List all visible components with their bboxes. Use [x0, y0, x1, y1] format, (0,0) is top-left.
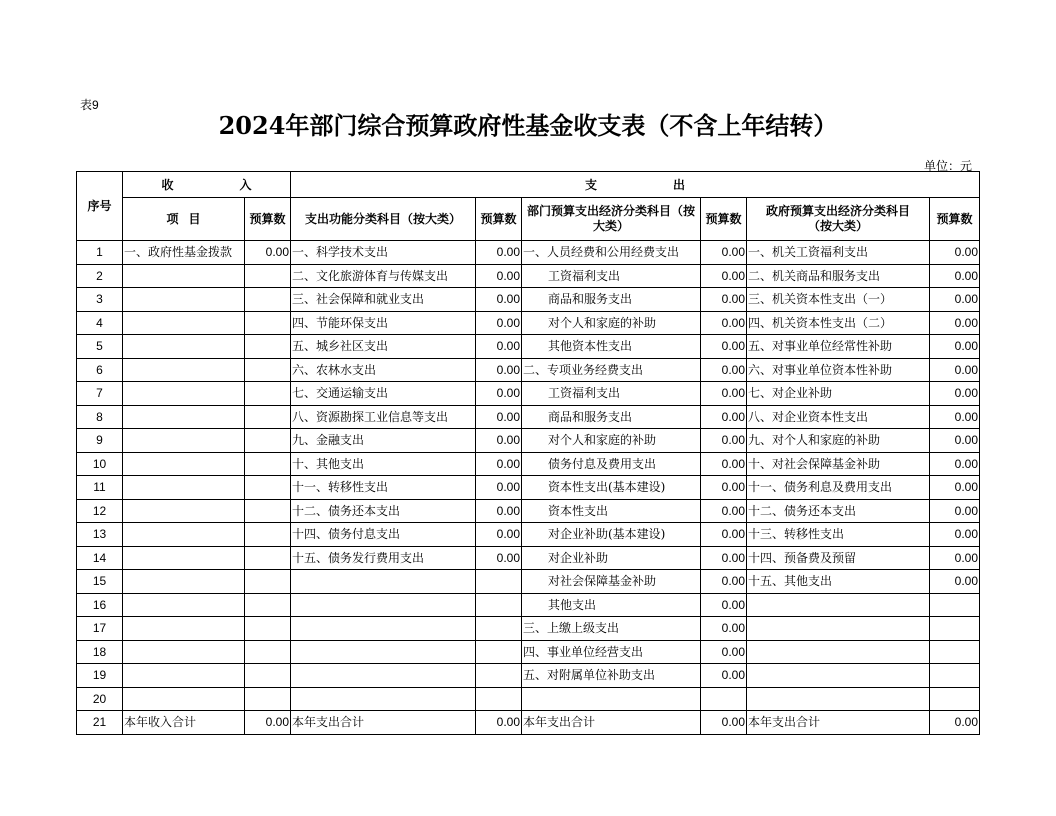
dept-item-cell: 工资福利支出 [522, 264, 701, 288]
income-amount-cell: 0.00 [245, 241, 291, 265]
income-amount-cell [245, 476, 291, 500]
func-item-cell: 一、科学技术支出 [291, 241, 476, 265]
gov-item-cell: 十三、转移性支出 [747, 523, 930, 547]
seq-header: 序号 [77, 172, 123, 241]
seq-cell: 10 [77, 452, 123, 476]
seq-cell: 19 [77, 664, 123, 688]
dept-amount-header: 预算数 [701, 198, 747, 241]
income-amount-cell: 0.00 [245, 711, 291, 735]
income-item-header [123, 198, 245, 241]
dept-amount-cell: 0.00 [701, 358, 747, 382]
income-item-cell [123, 499, 245, 523]
table-row [77, 476, 980, 500]
dept-amount-cell: 0.00 [701, 640, 747, 664]
dept-amount-cell: 0.00 [701, 617, 747, 641]
income-item-cell [123, 452, 245, 476]
document-title: 2024年部门综合预算政府性基金收支表（不含上年结转） [218, 111, 838, 140]
func-item-cell: 四、节能环保支出 [291, 311, 476, 335]
seq-cell: 20 [77, 687, 123, 711]
func-item-cell: 本年支出合计 [291, 711, 476, 735]
income-amount-cell [245, 429, 291, 453]
gov-amount-cell: 0.00 [930, 358, 980, 382]
func-amount-cell [476, 570, 522, 594]
table-row [77, 452, 980, 476]
func-amount-cell: 0.00 [476, 405, 522, 429]
gov-item-cell: 一、机关工资福利支出 [747, 241, 930, 265]
income-item-cell [123, 546, 245, 570]
func-item-cell [291, 593, 476, 617]
income-item-cell [123, 687, 245, 711]
func-item-cell: 七、交通运输支出 [291, 382, 476, 406]
func-amount-cell: 0.00 [476, 452, 522, 476]
gov-item-cell: 本年支出合计 [747, 711, 930, 735]
dept-item-cell: 资本性支出(基本建设) [522, 476, 701, 500]
income-amount-cell [245, 546, 291, 570]
gov-item-cell: 七、对企业补助 [747, 382, 930, 406]
table-row [77, 711, 980, 735]
dept-item-cell: 商品和服务支出 [522, 288, 701, 312]
income-item-cell [123, 288, 245, 312]
func-item-cell: 五、城乡社区支出 [291, 335, 476, 359]
dept-item-cell: 一、人员经费和公用经费支出 [522, 241, 701, 265]
seq-cell: 11 [77, 476, 123, 500]
gov-item-cell: 十五、其他支出 [747, 570, 930, 594]
func-item-cell: 十一、转移性支出 [291, 476, 476, 500]
gov-amount-cell: 0.00 [930, 429, 980, 453]
dept-item-label: 部门预算支出经济分类科目（按大类） [526, 204, 695, 233]
table-row [77, 687, 980, 711]
table-row [77, 499, 980, 523]
gov-item-cell: 九、对个人和家庭的补助 [747, 429, 930, 453]
income-amount-cell [245, 499, 291, 523]
func-amount-cell: 0.00 [476, 499, 522, 523]
dept-item-cell: 其他支出 [522, 593, 701, 617]
income-amount-cell [245, 687, 291, 711]
table-row [77, 546, 980, 570]
func-amount-cell: 0.00 [476, 288, 522, 312]
table-row [77, 593, 980, 617]
dept-item-cell [522, 687, 701, 711]
income-amount-cell [245, 288, 291, 312]
func-amount-cell [476, 640, 522, 664]
income-amount-cell [245, 264, 291, 288]
func-item-cell: 八、资源勘探工业信息等支出 [291, 405, 476, 429]
table-row [77, 335, 980, 359]
dept-item-cell: 三、上缴上级支出 [522, 617, 701, 641]
gov-item-cell [747, 687, 930, 711]
func-item-cell: 十四、债务付息支出 [291, 523, 476, 547]
seq-cell: 9 [77, 429, 123, 453]
dept-amount-cell: 0.00 [701, 523, 747, 547]
gov-amount-cell [930, 664, 980, 688]
func-amount-cell [476, 617, 522, 641]
income-amount-cell [245, 405, 291, 429]
gov-item-cell: 十一、债务利息及费用支出 [747, 476, 930, 500]
table-header [77, 172, 980, 241]
dept-item-cell: 工资福利支出 [522, 382, 701, 406]
gov-item-cell: 二、机关商品和服务支出 [747, 264, 930, 288]
gov-item-label: 政府预算支出经济分类科目（按大类） [765, 204, 910, 233]
seq-cell: 7 [77, 382, 123, 406]
seq-cell: 1 [77, 241, 123, 265]
table-row [77, 358, 980, 382]
gov-amount-cell: 0.00 [930, 570, 980, 594]
budget-table [76, 171, 980, 735]
dept-item-cell: 对企业补助 [522, 546, 701, 570]
seq-cell: 8 [77, 405, 123, 429]
income-amount-cell [245, 523, 291, 547]
income-amount-cell [245, 593, 291, 617]
func-item-header: 支出功能分类科目（按大类） [291, 198, 476, 241]
table-body [77, 241, 980, 735]
gov-item-cell: 六、对事业单位资本性补助 [747, 358, 930, 382]
dept-item-cell: 对社会保障基金补助 [522, 570, 701, 594]
dept-amount-cell: 0.00 [701, 335, 747, 359]
func-amount-cell: 0.00 [476, 241, 522, 265]
dept-amount-cell: 0.00 [701, 711, 747, 735]
income-item-cell [123, 264, 245, 288]
dept-amount-cell: 0.00 [701, 264, 747, 288]
income-item-cell [123, 617, 245, 641]
dept-amount-cell: 0.00 [701, 499, 747, 523]
dept-amount-cell: 0.00 [701, 405, 747, 429]
income-item-cell [123, 593, 245, 617]
func-item-cell [291, 570, 476, 594]
dept-amount-cell: 0.00 [701, 664, 747, 688]
table-row [77, 617, 980, 641]
income-item-cell [123, 382, 245, 406]
func-item-cell [291, 664, 476, 688]
gov-item-cell: 十、对社会保障基金补助 [747, 452, 930, 476]
gov-item-cell [747, 593, 930, 617]
dept-amount-cell: 0.00 [701, 593, 747, 617]
expense-group-label: 支出 [585, 177, 685, 192]
func-amount-cell: 0.00 [476, 382, 522, 406]
gov-amount-cell [930, 640, 980, 664]
gov-amount-header: 预算数 [930, 198, 980, 241]
dept-amount-cell: 0.00 [701, 452, 747, 476]
gov-amount-cell [930, 687, 980, 711]
func-amount-cell [476, 664, 522, 688]
gov-amount-cell: 0.00 [930, 476, 980, 500]
gov-item-cell: 十二、债务还本支出 [747, 499, 930, 523]
gov-amount-cell: 0.00 [930, 382, 980, 406]
func-item-cell: 二、文化旅游体育与传媒支出 [291, 264, 476, 288]
func-amount-cell: 0.00 [476, 711, 522, 735]
seq-cell: 21 [77, 711, 123, 735]
table-row [77, 405, 980, 429]
income-amount-header: 预算数 [245, 198, 291, 241]
dept-item-cell: 商品和服务支出 [522, 405, 701, 429]
seq-cell: 15 [77, 570, 123, 594]
func-amount-cell [476, 593, 522, 617]
dept-item-cell: 五、对附属单位补助支出 [522, 664, 701, 688]
seq-cell: 4 [77, 311, 123, 335]
func-amount-cell: 0.00 [476, 523, 522, 547]
seq-cell: 3 [77, 288, 123, 312]
dept-amount-cell: 0.00 [701, 570, 747, 594]
income-amount-cell [245, 335, 291, 359]
dept-item-cell: 四、事业单位经营支出 [522, 640, 701, 664]
gov-amount-cell: 0.00 [930, 241, 980, 265]
func-item-cell: 三、社会保障和就业支出 [291, 288, 476, 312]
seq-cell: 14 [77, 546, 123, 570]
income-item-cell [123, 405, 245, 429]
income-item-cell [123, 570, 245, 594]
income-group-header [123, 172, 291, 198]
gov-item-cell [747, 617, 930, 641]
table-row [77, 241, 980, 265]
gov-item-cell [747, 640, 930, 664]
func-amount-cell: 0.00 [476, 358, 522, 382]
seq-cell: 17 [77, 617, 123, 641]
income-amount-cell [245, 640, 291, 664]
func-item-cell [291, 640, 476, 664]
func-amount-cell: 0.00 [476, 546, 522, 570]
dept-item-cell: 资本性支出 [522, 499, 701, 523]
dept-amount-cell: 0.00 [701, 546, 747, 570]
expense-group-header [291, 172, 980, 198]
dept-item-header [522, 198, 701, 241]
income-group-label: 收入 [161, 177, 252, 192]
income-amount-cell [245, 664, 291, 688]
func-amount-cell: 0.00 [476, 264, 522, 288]
gov-amount-cell: 0.00 [930, 452, 980, 476]
dept-amount-cell [701, 687, 747, 711]
table-row [77, 429, 980, 453]
gov-item-header [747, 198, 930, 241]
func-amount-cell: 0.00 [476, 311, 522, 335]
income-item-cell: 一、政府性基金拨款 [123, 241, 245, 265]
income-item-label: 项目 [166, 212, 201, 226]
seq-cell: 6 [77, 358, 123, 382]
dept-amount-cell: 0.00 [701, 429, 747, 453]
seq-cell: 12 [77, 499, 123, 523]
income-amount-cell [245, 358, 291, 382]
gov-item-cell: 五、对事业单位经常性补助 [747, 335, 930, 359]
gov-amount-cell: 0.00 [930, 405, 980, 429]
table-row [77, 570, 980, 594]
income-amount-cell [245, 570, 291, 594]
func-item-cell: 十二、债务还本支出 [291, 499, 476, 523]
gov-amount-cell: 0.00 [930, 499, 980, 523]
seq-cell: 5 [77, 335, 123, 359]
table-number-label: 表9 [80, 98, 99, 112]
gov-amount-cell: 0.00 [930, 546, 980, 570]
gov-amount-cell: 0.00 [930, 288, 980, 312]
dept-item-cell: 债务付息及费用支出 [522, 452, 701, 476]
table-row [77, 264, 980, 288]
income-item-cell [123, 358, 245, 382]
gov-item-cell: 三、机关资本性支出（一） [747, 288, 930, 312]
income-amount-cell [245, 617, 291, 641]
gov-amount-cell [930, 593, 980, 617]
dept-item-cell: 对个人和家庭的补助 [522, 429, 701, 453]
income-item-cell [123, 335, 245, 359]
table-row [77, 382, 980, 406]
dept-amount-cell: 0.00 [701, 382, 747, 406]
gov-amount-cell [930, 617, 980, 641]
dept-amount-cell: 0.00 [701, 241, 747, 265]
income-item-cell [123, 523, 245, 547]
income-item-cell [123, 311, 245, 335]
func-item-cell [291, 687, 476, 711]
table-row [77, 311, 980, 335]
seq-cell: 18 [77, 640, 123, 664]
dept-item-cell: 对企业补助(基本建设) [522, 523, 701, 547]
gov-amount-cell: 0.00 [930, 311, 980, 335]
income-amount-cell [245, 452, 291, 476]
dept-amount-cell: 0.00 [701, 476, 747, 500]
func-amount-header: 预算数 [476, 198, 522, 241]
income-item-cell: 本年收入合计 [123, 711, 245, 735]
func-item-cell: 十五、债务发行费用支出 [291, 546, 476, 570]
func-amount-cell: 0.00 [476, 335, 522, 359]
income-item-cell [123, 640, 245, 664]
dept-item-cell: 本年支出合计 [522, 711, 701, 735]
table-row [77, 664, 980, 688]
dept-amount-cell: 0.00 [701, 288, 747, 312]
func-item-cell [291, 617, 476, 641]
income-item-cell [123, 664, 245, 688]
func-item-cell: 六、农林水支出 [291, 358, 476, 382]
gov-item-cell: 八、对企业资本性支出 [747, 405, 930, 429]
gov-amount-cell: 0.00 [930, 264, 980, 288]
seq-cell: 2 [77, 264, 123, 288]
table-row [77, 640, 980, 664]
dept-amount-cell: 0.00 [701, 311, 747, 335]
gov-item-cell [747, 664, 930, 688]
dept-item-cell: 二、专项业务经费支出 [522, 358, 701, 382]
table-row [77, 523, 980, 547]
unit-label: 单位：元 [923, 159, 972, 173]
gov-item-cell: 四、机关资本性支出（二） [747, 311, 930, 335]
table-row [77, 288, 980, 312]
income-item-cell [123, 476, 245, 500]
func-item-cell: 十、其他支出 [291, 452, 476, 476]
income-item-cell [123, 429, 245, 453]
income-amount-cell [245, 311, 291, 335]
gov-item-cell: 十四、预备费及预留 [747, 546, 930, 570]
gov-amount-cell: 0.00 [930, 335, 980, 359]
gov-amount-cell: 0.00 [930, 523, 980, 547]
func-amount-cell [476, 687, 522, 711]
gov-amount-cell: 0.00 [930, 711, 980, 735]
income-amount-cell [245, 382, 291, 406]
func-amount-cell: 0.00 [476, 429, 522, 453]
seq-cell: 16 [77, 593, 123, 617]
func-amount-cell: 0.00 [476, 476, 522, 500]
dept-item-cell: 对个人和家庭的补助 [522, 311, 701, 335]
func-item-cell: 九、金融支出 [291, 429, 476, 453]
dept-item-cell: 其他资本性支出 [522, 335, 701, 359]
seq-cell: 13 [77, 523, 123, 547]
